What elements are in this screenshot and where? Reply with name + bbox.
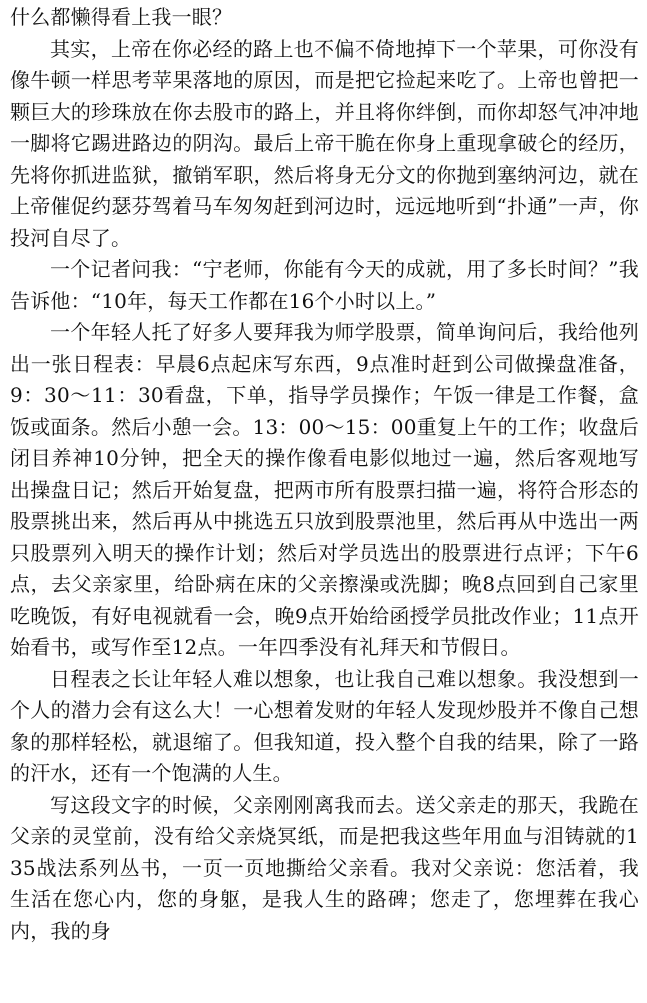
- paragraph-god-apple-story: 其实，上帝在你必经的路上也不偏不倚地掉下一个苹果，可你没有像牛顿一样思考苹果落地的原因，而是把它捡起来吃了。上帝也曾把一颗巨大的珍珠放在你去股市的路上，并且将你绊倒，而你却怒气冲冲地一脚将它踢进路边的阴沟。最后上帝干脆在你身上重现拿破仑的经历，先将你抓进监狱，撤销军职，然后将身无分文的你抛到塞纳河边，就在上帝催促约瑟芬驾着马车匆匆赶到河边时，远远地听到“扑通”一声，你投河自尽了。: [10, 36, 639, 250]
- paragraph-daily-schedule: 一个年轻人托了好多人要拜我为师学股票，简单询问后，我给他列出一张日程表：早晨6点起床写东西，9点准时赶到公司做操盘准备，9：30～11：30看盘，下单，指导学员操作；午饭一律是工作餐，盒饭或面条。然后小憩一会。13：00～15：00重复上午的工作；收盘后闭目养神10分钟，把全天的操作像看电影似地过一遍，然后客观地写出操盘日记；然后开始复盘，把两市所有股票扫描一遍，将符合形态的股票挑出来，然后再从中挑选五只放到股票池里，然后再从中选出一两只股票列入明天的操作计划；然后对学员选出的股票进行点评；下午6点，去父亲家里，给卧病在床的父亲擦澡或洗脚；晚8点回到自己家里吃晚饭，有好电视就看一会，晚9点开始给函授学员批改作业；11点开始看书，或写作至12点。一年四季没有礼拜天和节假日。: [10, 320, 639, 659]
- paragraph-reporter-question: 一个记者问我：“宁老师，你能有今天的成就，用了多长时间？”我告诉他：“10年，每天工作都在16个小时以上。”: [10, 257, 639, 313]
- paragraph-father: 写这段文字的时候，父亲刚刚离我而去。送父亲走的那天，我跪在父亲的灵堂前，没有给父亲烧冥纸，而是把我这些年用血与泪铸就的135战法系列丛书，一页一页地撕给父亲看。我对父亲说：您活着，我生活在您心内，您的身躯，是我人生的路碑；您走了，您埋葬在我心内，我的身: [10, 792, 639, 943]
- paragraph-reflection: 日程表之长让年轻人难以想象，也让我自己难以想象。我没想到一个人的潜力会有这么大！一心想着发财的年轻人发现炒股并不像自己想象的那样轻松，就退缩了。但我知道，投入整个自我的结果，除了一路的汗水，还有一个饱满的人生。: [10, 666, 639, 785]
- paragraph-opening-line: 什么都懒得看上我一眼？: [10, 5, 233, 29]
